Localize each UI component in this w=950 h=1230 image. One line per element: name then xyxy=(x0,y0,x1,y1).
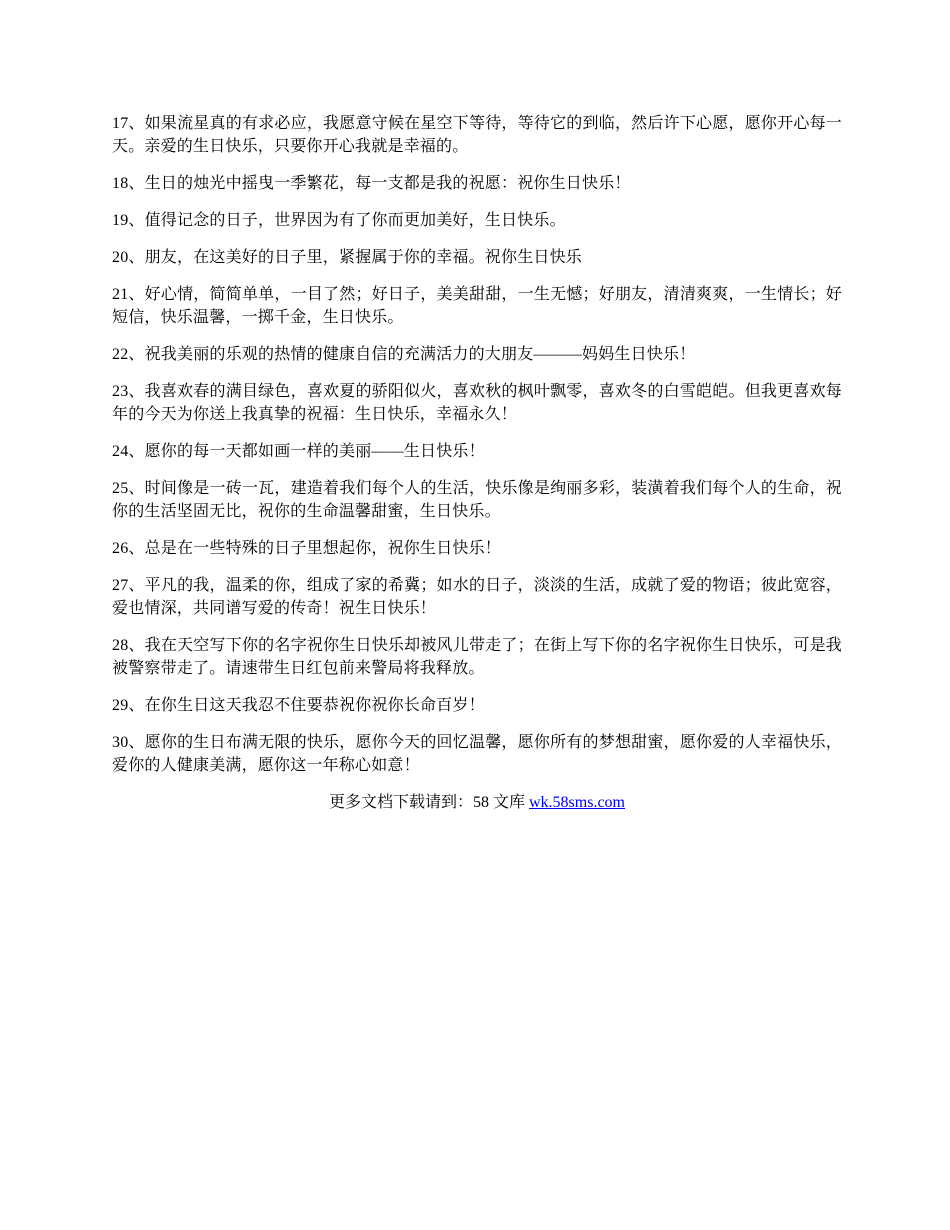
paragraph-25: 25、时间像是一砖一瓦，建造着我们每个人的生活，快乐像是绚丽多彩，装潢着我们每个人的生命，祝你的生活坚固无比，祝你的生命温馨甜蜜，生日快乐。 xyxy=(112,480,842,520)
paragraph-20: 20、朋友，在这美好的日子里，紧握属于你的幸福。祝你生日快乐 xyxy=(112,249,583,266)
paragraph-21: 21、好心情，简简单单，一目了然；好日子，美美甜甜，一生无憾；好朋友，清清爽爽，一生情长；好短信，快乐温馨，一掷千金，生日快乐。 xyxy=(112,286,842,326)
paragraph-19: 19、值得记念的日子，世界因为有了你而更加美好，生日快乐。 xyxy=(112,212,566,229)
download-footer xyxy=(112,791,842,814)
paragraph-24: 24、愿你的每一天都如画一样的美丽——生日快乐！ xyxy=(112,443,485,460)
paragraph-28: 28、我在天空写下你的名字祝你生日快乐却被风儿带走了；在街上写下你的名字祝你生日快乐，可是我被警察带走了。请速带生日红包前来警局将我释放。 xyxy=(112,637,842,677)
paragraph-17: 17、如果流星真的有求必应，我愿意守候在星空下等待，等待它的到临，然后许下心愿，愿你开心每一天。亲爱的生日快乐，只要你开心我就是幸福的。 xyxy=(112,115,842,155)
paragraph-29: 29、在你生日这天我忍不住要恭祝你祝你长命百岁！ xyxy=(112,697,485,714)
paragraph-26: 26、总是在一些特殊的日子里想起你，祝你生日快乐！ xyxy=(112,540,502,557)
footer-link[interactable]: wk.58sms.com xyxy=(529,794,625,811)
footer-prefix: 更多文档下载请到：58 文库 xyxy=(328,794,529,811)
paragraph-23: 23、我喜欢春的满目绿色，喜欢夏的骄阳似火，喜欢秋的枫叶飘零，喜欢冬的白雪皑皑。但我更喜欢每年的今天为你送上我真挚的祝福：生日快乐，幸福永久！ xyxy=(112,383,842,423)
document-page xyxy=(112,112,842,814)
paragraph-27: 27、平凡的我，温柔的你，组成了家的希冀；如水的日子，淡淡的生活，成就了爱的物语；彼此宽容，爱也情深，共同谱写爱的传奇！祝生日快乐！ xyxy=(112,577,842,617)
paragraph-30: 30、愿你的生日布满无限的快乐，愿你今天的回忆温馨，愿你所有的梦想甜蜜，愿你爱的人幸福快乐，爱你的人健康美满，愿你这一年称心如意！ xyxy=(112,734,842,774)
paragraph-22: 22、祝我美丽的乐观的热情的健康自信的充满活力的大朋友———妈妈生日快乐！ xyxy=(112,346,696,363)
paragraph-18: 18、生日的烛光中摇曳一季繁花，每一支都是我的祝愿：祝你生日快乐！ xyxy=(112,175,631,192)
